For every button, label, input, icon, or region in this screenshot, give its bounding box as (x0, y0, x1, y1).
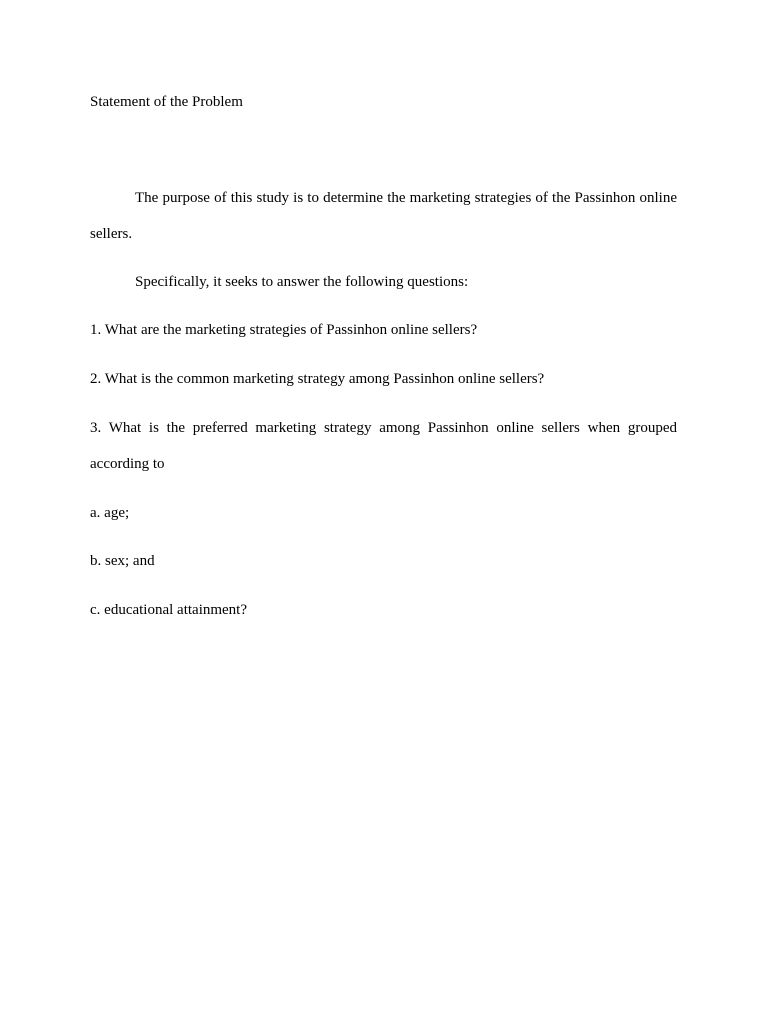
sub-item-educational-attainment: c. educational attainment? (90, 602, 248, 618)
question-item-3: 3. What is the preferred marketing strategy among Passinhon online sellers when grouped according to (90, 420, 677, 472)
intro-paragraph: Specifically, it seeks to answer the following questions: (135, 274, 469, 290)
sub-item-sex: b. sex; and (90, 553, 155, 569)
question-item-2: 2. What is the common marketing strategy among Passinhon online sellers? (90, 371, 545, 387)
question-item-1: 1. What are the marketing strategies of Passinhon online sellers? (90, 322, 478, 338)
page-title: Statement of the Problem (90, 94, 243, 110)
sub-item-age: a. age; (90, 505, 130, 521)
purpose-paragraph: The purpose of this study is to determine the marketing strategies of the Passinhon online sellers. (90, 190, 677, 242)
